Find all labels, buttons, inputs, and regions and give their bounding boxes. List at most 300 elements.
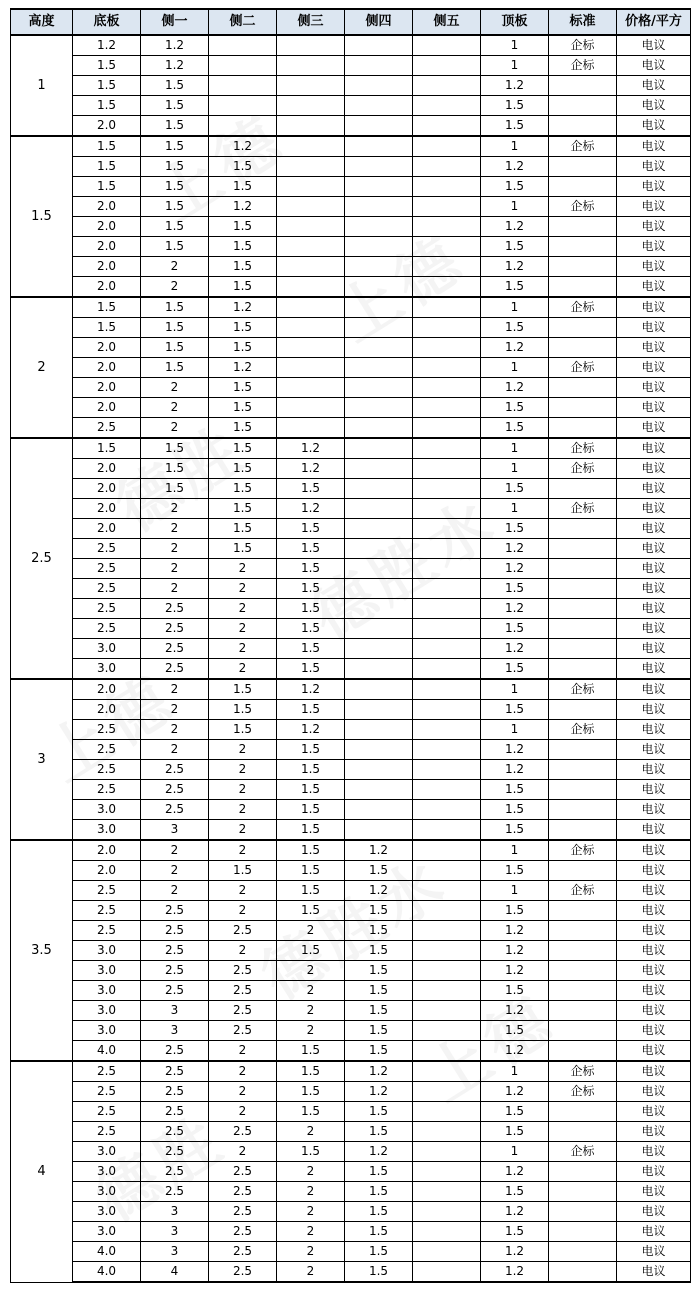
cell-price: 电议 [617,136,691,157]
cell-bottom: 3.0 [73,941,141,961]
table-row [11,378,691,398]
cell-side4 [345,519,413,539]
cell-top: 1.5 [481,116,549,137]
cell-side2: 2.5 [209,1122,277,1142]
cell-side1: 2.5 [141,1082,209,1102]
cell-side5 [413,961,481,981]
column-header-standard: 标准 [549,9,617,35]
cell-side3: 1.5 [277,840,345,861]
cell-side5 [413,740,481,760]
cell-side4: 1.5 [345,1162,413,1182]
cell-side3: 1.5 [277,579,345,599]
cell-standard [549,1041,617,1062]
cell-side4: 1.2 [345,1142,413,1162]
cell-top: 1 [481,679,549,700]
cell-bottom: 2.5 [73,1122,141,1142]
cell-side4 [345,418,413,439]
cell-price: 电议 [617,499,691,519]
cell-side3 [277,257,345,277]
cell-top: 1 [481,197,549,217]
cell-side1: 2 [141,579,209,599]
cell-side5 [413,780,481,800]
cell-top: 1.5 [481,780,549,800]
cell-top: 1.2 [481,941,549,961]
cell-side1: 1.5 [141,479,209,499]
cell-price: 电议 [617,1001,691,1021]
cell-top: 1 [481,881,549,901]
cell-side3: 2 [277,1262,345,1283]
cell-side2: 2.5 [209,1222,277,1242]
cell-price: 电议 [617,1021,691,1041]
table-row [11,1082,691,1102]
table-row [11,1182,691,1202]
cell-side3: 1.5 [277,519,345,539]
cell-standard [549,981,617,1001]
cell-price: 电议 [617,1162,691,1182]
table-row [11,499,691,519]
cell-side5 [413,35,481,56]
cell-price: 电议 [617,1142,691,1162]
cell-side1: 3 [141,1021,209,1041]
cell-side4 [345,599,413,619]
cell-standard [549,559,617,579]
cell-price: 电议 [617,760,691,780]
cell-bottom: 3.0 [73,981,141,1001]
cell-side3: 1.5 [277,1102,345,1122]
cell-price: 电议 [617,237,691,257]
cell-side2: 1.5 [209,700,277,720]
cell-side5 [413,76,481,96]
cell-side5 [413,800,481,820]
cell-bottom: 2.0 [73,861,141,881]
cell-side4 [345,76,413,96]
table-row [11,1242,691,1262]
cell-price: 电议 [617,35,691,56]
cell-price: 电议 [617,861,691,881]
cell-side3 [277,237,345,257]
height-group-cell: 2 [11,297,73,438]
cell-side1: 1.2 [141,56,209,76]
cell-side2: 2 [209,659,277,680]
cell-top: 1.2 [481,1202,549,1222]
cell-standard [549,1001,617,1021]
table-row [11,760,691,780]
table-row [11,76,691,96]
cell-top: 1.2 [481,1082,549,1102]
cell-standard [549,921,617,941]
cell-side4 [345,479,413,499]
cell-side4: 1.5 [345,861,413,881]
cell-top: 1.2 [481,760,549,780]
cell-side5 [413,459,481,479]
cell-standard: 企标 [549,438,617,459]
table-row [11,679,691,700]
cell-side1: 4 [141,1262,209,1283]
cell-top: 1.5 [481,820,549,841]
cell-side5 [413,619,481,639]
cell-price: 电议 [617,1061,691,1082]
cell-price: 电议 [617,217,691,237]
cell-side3: 1.5 [277,659,345,680]
cell-side1: 2.5 [141,941,209,961]
cell-side1: 2 [141,378,209,398]
cell-bottom: 1.5 [73,157,141,177]
cell-side4 [345,499,413,519]
cell-side5 [413,499,481,519]
cell-side5 [413,659,481,680]
table-row [11,157,691,177]
cell-side4 [345,237,413,257]
cell-side5 [413,599,481,619]
table-body [11,35,691,1282]
cell-side5 [413,1061,481,1082]
table-row [11,418,691,439]
cell-side1: 2 [141,740,209,760]
cell-side5 [413,257,481,277]
cell-side2: 2.5 [209,1262,277,1283]
cell-side3: 1.5 [277,760,345,780]
cell-bottom: 2.0 [73,459,141,479]
cell-standard: 企标 [549,1082,617,1102]
table-row [11,659,691,680]
cell-top: 1.5 [481,800,549,820]
cell-side5 [413,1001,481,1021]
cell-side3 [277,96,345,116]
cell-side4: 1.5 [345,901,413,921]
cell-side5 [413,1082,481,1102]
cell-side4 [345,740,413,760]
cell-side4 [345,820,413,841]
cell-top: 1.5 [481,519,549,539]
table-row [11,539,691,559]
height-group-cell: 3 [11,679,73,840]
cell-price: 电议 [617,961,691,981]
cell-side2: 2 [209,840,277,861]
cell-bottom: 3.0 [73,1182,141,1202]
cell-side4: 1.5 [345,1262,413,1283]
cell-side2: 1.5 [209,177,277,197]
cell-standard [549,519,617,539]
cell-price: 电议 [617,76,691,96]
cell-top: 1.5 [481,418,549,439]
cell-standard: 企标 [549,499,617,519]
cell-side2: 2.5 [209,961,277,981]
cell-price: 电议 [617,1041,691,1062]
cell-side5 [413,579,481,599]
cell-side4: 1.5 [345,1001,413,1021]
cell-side1: 1.5 [141,459,209,479]
cell-side2: 1.5 [209,459,277,479]
cell-side3 [277,398,345,418]
cell-standard: 企标 [549,720,617,740]
column-header-side2: 侧二 [209,9,277,35]
cell-top: 1.2 [481,257,549,277]
cell-standard [549,157,617,177]
cell-side5 [413,136,481,157]
table-row [11,1041,691,1062]
cell-side1: 2 [141,881,209,901]
cell-side2: 2 [209,1102,277,1122]
cell-side1: 1.5 [141,177,209,197]
cell-bottom: 2.5 [73,740,141,760]
table-row [11,1202,691,1222]
cell-top: 1 [481,136,549,157]
cell-side3: 1.5 [277,559,345,579]
cell-bottom: 4.0 [73,1041,141,1062]
cell-side1: 2.5 [141,1061,209,1082]
cell-price: 电议 [617,1222,691,1242]
cell-standard [549,378,617,398]
cell-price: 电议 [617,720,691,740]
cell-price: 电议 [617,277,691,298]
cell-top: 1.5 [481,1021,549,1041]
table-row [11,459,691,479]
cell-side4 [345,116,413,137]
cell-top: 1.2 [481,1262,549,1283]
cell-side2: 1.5 [209,679,277,700]
cell-bottom: 2.5 [73,881,141,901]
cell-top: 1 [481,720,549,740]
cell-side3: 1.2 [277,438,345,459]
cell-side5 [413,318,481,338]
cell-side5 [413,881,481,901]
cell-side3: 2 [277,1162,345,1182]
cell-price: 电议 [617,700,691,720]
cell-price: 电议 [617,881,691,901]
cell-price: 电议 [617,1202,691,1222]
height-group-cell: 1.5 [11,136,73,297]
cell-side3 [277,116,345,137]
cell-top: 1.5 [481,398,549,418]
cell-side1: 1.5 [141,358,209,378]
cell-side5 [413,901,481,921]
cell-bottom: 4.0 [73,1262,141,1283]
cell-price: 电议 [617,820,691,841]
cell-side2: 1.5 [209,277,277,298]
cell-side5 [413,398,481,418]
cell-side1: 1.5 [141,157,209,177]
cell-side1: 2 [141,840,209,861]
cell-side2: 1.5 [209,499,277,519]
cell-bottom: 2.0 [73,499,141,519]
cell-top: 1 [481,1061,549,1082]
cell-side2: 2 [209,559,277,579]
table-row [11,820,691,841]
cell-standard [549,116,617,137]
table-row [11,1122,691,1142]
cell-side1: 1.2 [141,35,209,56]
cell-side5 [413,559,481,579]
cell-side3: 2 [277,1122,345,1142]
cell-side5 [413,981,481,1001]
cell-standard [549,338,617,358]
cell-side1: 2.5 [141,760,209,780]
cell-price: 电议 [617,56,691,76]
cell-side3: 1.5 [277,639,345,659]
cell-side4 [345,217,413,237]
cell-side5 [413,1222,481,1242]
cell-side2: 1.5 [209,861,277,881]
cell-side1: 1.5 [141,217,209,237]
cell-side2: 2.5 [209,1021,277,1041]
cell-side4 [345,800,413,820]
cell-side2: 2.5 [209,921,277,941]
cell-top: 1.5 [481,237,549,257]
cell-bottom: 2.0 [73,378,141,398]
cell-side1: 1.5 [141,438,209,459]
cell-side3 [277,297,345,318]
cell-top: 1.5 [481,479,549,499]
table-row [11,338,691,358]
cell-side2: 2 [209,1142,277,1162]
cell-bottom: 2.0 [73,257,141,277]
cell-top: 1 [481,840,549,861]
cell-bottom: 2.5 [73,559,141,579]
cell-side4: 1.5 [345,981,413,1001]
cell-side2: 1.2 [209,136,277,157]
cell-side2: 2.5 [209,1182,277,1202]
cell-side5 [413,418,481,439]
cell-side1: 1.5 [141,318,209,338]
cell-bottom: 3.0 [73,820,141,841]
cell-standard [549,398,617,418]
cell-side4 [345,539,413,559]
cell-bottom: 2.0 [73,197,141,217]
cell-top: 1 [481,297,549,318]
cell-price: 电议 [617,901,691,921]
cell-side3: 2 [277,1182,345,1202]
cell-side4 [345,459,413,479]
cell-side3: 1.5 [277,820,345,841]
cell-standard [549,257,617,277]
cell-price: 电议 [617,780,691,800]
cell-side4 [345,579,413,599]
cell-top: 1.2 [481,599,549,619]
cell-side2: 1.5 [209,539,277,559]
cell-standard: 企标 [549,297,617,318]
cell-side4 [345,559,413,579]
table-row [11,398,691,418]
cell-side3: 1.5 [277,539,345,559]
table-row [11,639,691,659]
cell-side3: 1.5 [277,1082,345,1102]
cell-standard: 企标 [549,679,617,700]
cell-bottom: 2.5 [73,1102,141,1122]
cell-price: 电议 [617,1082,691,1102]
cell-side2: 2 [209,941,277,961]
cell-price: 电议 [617,479,691,499]
cell-side1: 2.5 [141,619,209,639]
cell-standard [549,277,617,298]
cell-standard: 企标 [549,459,617,479]
cell-bottom: 4.0 [73,1242,141,1262]
cell-standard [549,1162,617,1182]
cell-top: 1 [481,459,549,479]
cell-side3: 2 [277,1222,345,1242]
cell-bottom: 2.5 [73,921,141,941]
cell-side5 [413,539,481,559]
table-row [11,800,691,820]
cell-standard [549,479,617,499]
cell-top: 1.5 [481,981,549,1001]
cell-bottom: 2.0 [73,398,141,418]
table-row [11,559,691,579]
cell-price: 电议 [617,318,691,338]
cell-side1: 1.5 [141,116,209,137]
cell-price: 电议 [617,941,691,961]
cell-side5 [413,479,481,499]
cell-standard [549,740,617,760]
cell-price: 电议 [617,1182,691,1202]
cell-side5 [413,1041,481,1062]
cell-side5 [413,1182,481,1202]
cell-price: 电议 [617,1242,691,1262]
column-header-price: 价格/平方 [617,9,691,35]
cell-side1: 2 [141,277,209,298]
cell-top: 1.5 [481,96,549,116]
cell-standard [549,1242,617,1262]
column-header-side4: 侧四 [345,9,413,35]
cell-side2: 2 [209,619,277,639]
cell-standard: 企标 [549,35,617,56]
cell-side1: 3 [141,820,209,841]
cell-side3: 1.5 [277,619,345,639]
cell-side4 [345,297,413,318]
cell-bottom: 1.5 [73,96,141,116]
cell-side1: 2.5 [141,901,209,921]
cell-side4 [345,780,413,800]
cell-side1: 2.5 [141,961,209,981]
cell-price: 电议 [617,679,691,700]
table-row [11,881,691,901]
cell-side4 [345,157,413,177]
cell-bottom: 1.5 [73,56,141,76]
cell-side3: 1.2 [277,720,345,740]
cell-side4 [345,277,413,298]
cell-bottom: 2.0 [73,277,141,298]
cell-side2: 2 [209,1082,277,1102]
cell-side2 [209,35,277,56]
cell-side4 [345,398,413,418]
cell-bottom: 3.0 [73,800,141,820]
cell-standard: 企标 [549,56,617,76]
cell-side1: 1.5 [141,96,209,116]
cell-side3: 1.2 [277,459,345,479]
cell-bottom: 2.0 [73,338,141,358]
cell-side3 [277,157,345,177]
cell-side5 [413,96,481,116]
cell-side3: 1.5 [277,1041,345,1062]
cell-top: 1.5 [481,1222,549,1242]
cell-side2: 1.5 [209,237,277,257]
cell-top: 1.2 [481,1242,549,1262]
cell-standard [549,1182,617,1202]
cell-side3 [277,277,345,298]
cell-price: 电议 [617,338,691,358]
cell-side4 [345,679,413,700]
cell-standard [549,76,617,96]
cell-standard [549,177,617,197]
table-row [11,840,691,861]
cell-side4: 1.5 [345,1182,413,1202]
cell-side2: 1.5 [209,418,277,439]
cell-price: 电议 [617,96,691,116]
cell-side1: 2 [141,418,209,439]
cell-side4: 1.5 [345,1122,413,1142]
cell-side1: 2.5 [141,639,209,659]
cell-side2: 2.5 [209,981,277,1001]
cell-top: 1.5 [481,177,549,197]
